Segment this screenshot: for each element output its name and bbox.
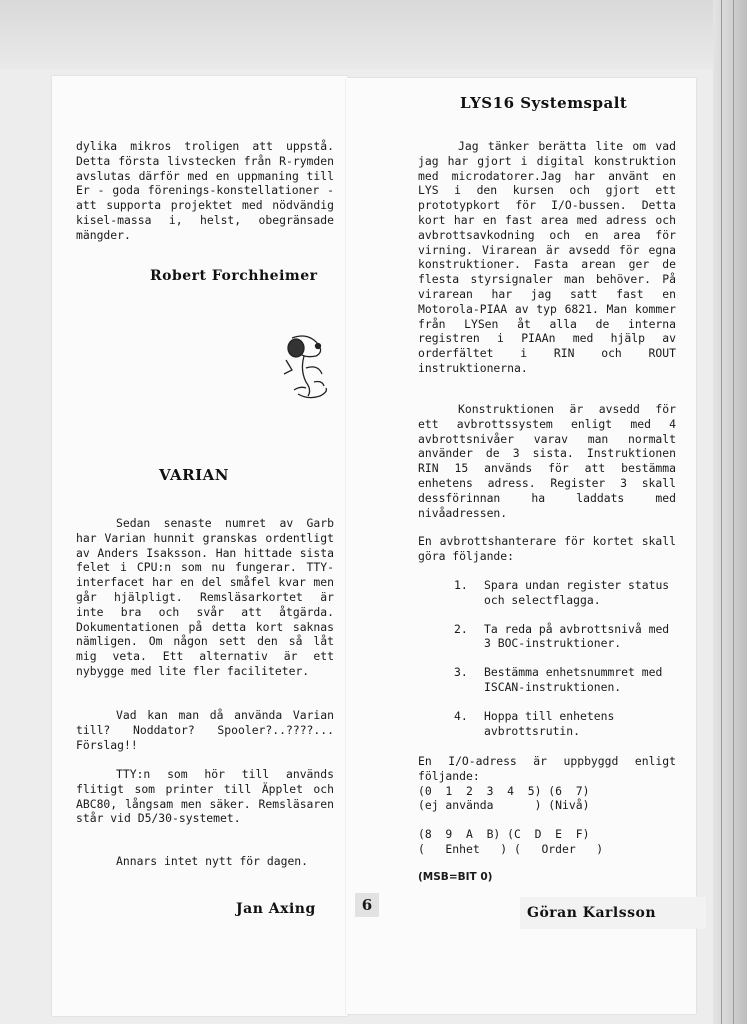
- section-title-lys16: LYS16 Systemspalt: [460, 94, 628, 112]
- scan-edge: [713, 0, 747, 1024]
- list-item-text: Ta reda på avbrottsnivå med 3 BOC-instruktioner.: [484, 621, 670, 651]
- lys-paragraph-3: En avbrottshanterare för kortet skall göra följande:: [418, 534, 676, 563]
- signature-robert-forchheimer: Robert Forchheimer: [150, 268, 318, 284]
- list-item: [418, 578, 676, 608]
- list-item-number: 2.: [454, 621, 468, 636]
- address-row-1: (0 1 2 3 4 5) (6 7): [418, 784, 590, 798]
- list-item-text: Spara undan register status och selectflagga.: [484, 578, 670, 607]
- list-item-number: 4.: [454, 708, 468, 723]
- address-row-1-labels: (ej använda ) (Nivå): [418, 798, 590, 812]
- list-item: [418, 709, 676, 739]
- varian-paragraph-2-text: Vad kan man då använda Varian till? Noddator? Spooler?..????... Förslag!!: [76, 708, 334, 752]
- msb-note: (MSB=BIT 0): [418, 871, 493, 883]
- lys-paragraph-1-text: Jag tänker berätta lite om vad jag har gjort i digital konstruktion med microdatorer.Jag har använt en LYS i den kursen och gjort ett prototypkort för I/O-bussen. Detta kort har en fast area med adress och avbrottsavkodning och en area för virning. Virarean är avsedd för egna konstruktioner. Fasta arean ger de flesta styrsignaler man behöver. På virarean har jag satt fast en Motorola-PIAA av typ 6821. Man kommer från LYSen åt alla de interna registren i PIAAn med hjälp av orderfältet i RIN och ROUT instruktionerna.: [418, 139, 676, 375]
- lys-paragraph-2: [418, 402, 676, 520]
- lys-paragraph-2-text: Konstruktionen är avsedd för ett avbrottssystem enligt med 4 avbrottsnivåer varav man normalt använder de 3 sista. Instruktionen RIN 15 används för att bestämma enhetens adress. Register 3 skall dessförinnan ha laddats med nivåadressen.: [418, 402, 676, 520]
- handler-steps-list: [418, 578, 676, 752]
- lys-paragraph-1: [418, 139, 676, 376]
- varian-paragraph-3: [76, 767, 334, 826]
- address-row-2: (8 9 A B) (C D E F): [418, 827, 590, 841]
- address-intro: En I/O-adress är uppbyggd enligt följande:: [418, 754, 676, 783]
- list-item-text: Bestämma enhetsnummret med ISCAN-instruktionen.: [484, 665, 663, 694]
- snoopy-illustration: [278, 330, 338, 402]
- signature-jan-axing: Jan Axing: [236, 901, 316, 917]
- varian-paragraph-1-text: Sedan senaste numret av Garb har Varian hunnit granskas ordentligt av Anders Isaksson. Han hittade sista felet i CPU:n som nu fungerar. TTY-interfacet har en del småfel kvar men går hjälpligt. Remsläsarkortet är inte bra och svår att åtgärda. Dokumentationen på detta kort saknas nämligen. Om någon sett den så låt mig veta. Ett alternativ är ett nybygge med lite fler faciliteter.: [76, 516, 334, 678]
- list-item-number: 3.: [454, 665, 468, 680]
- page-number: 6: [355, 893, 379, 917]
- list-item: [418, 622, 676, 652]
- address-row-2-labels: ( Enhet ) ( Order ): [418, 842, 604, 856]
- signature-goran-karlsson: Göran Karlsson: [527, 905, 657, 921]
- varian-paragraph-3-text: TTY:n som hör till används flitigt som printer till Äpplet och ABC80, långsam men säker. Remsläsaren står vid D5/30-systemet.: [76, 767, 334, 826]
- varian-paragraph-1: [76, 516, 334, 679]
- intro-paragraph: dylika mikros troligen att uppstå. Detta första livstecken från R-rymden avslutas därför med en uppmaning till Er - goda förenings-konstellationer - att supporta projektet med nödvändig kisel-massa i, helst, obegränsade mängder.: [76, 139, 334, 242]
- list-item-number: 1.: [454, 578, 468, 592]
- scan-background-top: [0, 0, 747, 70]
- varian-paragraph-4-text: Annars intet nytt för dagen.: [116, 854, 309, 868]
- list-item-text: Hoppa till enhetens avbrottsrutin.: [484, 708, 615, 738]
- varian-paragraph-4: [76, 854, 334, 869]
- section-title-varian: VARIAN: [159, 466, 229, 484]
- list-item: [418, 665, 676, 695]
- varian-paragraph-2: [76, 708, 334, 752]
